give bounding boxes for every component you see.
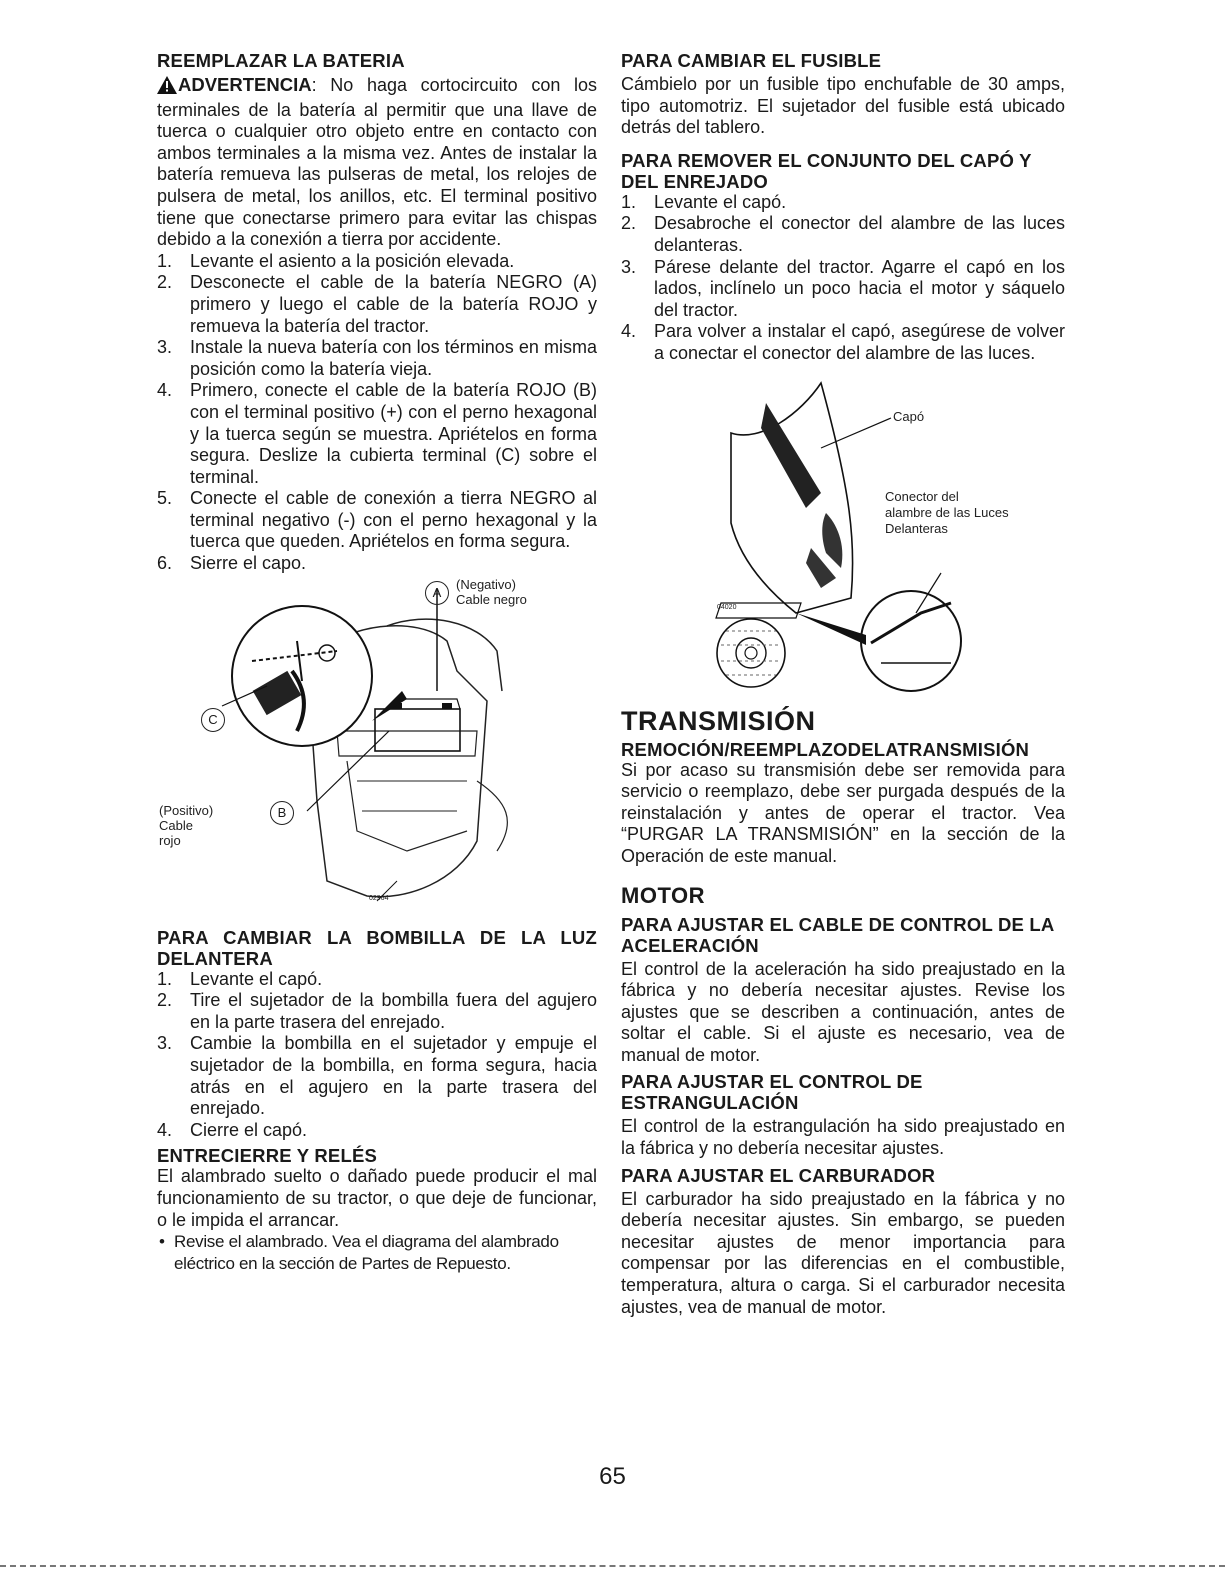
- battery-illustration: [157, 581, 597, 919]
- choke-text: El control de la estrangulación ha sido preajustado en la fábrica y no debería necesitar ajustes.: [621, 1116, 1065, 1159]
- right-column: [621, 50, 1065, 1318]
- connector-label-2: alambre de las Luces: [885, 504, 1009, 520]
- label-a-text1: (Negativo): [456, 576, 516, 592]
- hood-figure: [621, 373, 1065, 703]
- list-item: 3. Cambie la bombilla en el sujetador y empuje el sujetador de la bombilla, en forma segura, hacia atrás en el agujero en la parte trasera del enrejado.: [157, 1033, 597, 1119]
- list-item: 1. Levante el capó.: [621, 191, 787, 212]
- warning-triangle-icon: [157, 76, 177, 100]
- label-b-circle: B: [270, 801, 294, 825]
- list-item: 2. Desabroche el conector del alambre de las luces delanteras.: [621, 213, 1065, 255]
- warning-text: : No haga cortocircuito con los terminales de la batería al permitir que una llave de tuerca o cualquier otro objeto entre en contacto con ambos terminales a la misma vez. Antes de instalar la batería remueva las pulseras de metal, los relojes de pulsera de metal, los anillos, etc. El terminal positivo tiene que conectarse primero para evitar las chispas debido a la conexión a tierra por accidente.: [157, 75, 597, 250]
- connector-label-1: Conector del: [885, 488, 959, 504]
- wiring-heading: ENTRECIERRE Y RELÉS: [157, 1145, 378, 1167]
- bulb-steps: [157, 969, 597, 1142]
- throttle-heading: PARA AJUSTAR EL CABLE DE CONTROL DE LA ACELERACIÓN: [621, 913, 1054, 956]
- carb-text: El carburador ha sido preajustado en la fábrica y no debería necesitar ajustes. Sin embargo, se pueden necesitar ajustes de menor importancia para compensar por las diferencias en el combustible, temperatura, altura o carga. Si el carburador necesita ajustes, vea de manual de motor.: [621, 1188, 1065, 1317]
- list-item: 4. Cierre el capó.: [157, 1119, 308, 1140]
- battery-warning: [157, 74, 597, 251]
- figure-code: 04020: [717, 603, 737, 611]
- label-a-text2: Cable negro: [456, 591, 527, 607]
- hood-heading: PARA REMOVER EL CONJUNTO DEL CAPÓ Y DEL ENREJADO: [621, 149, 1032, 192]
- list-item: 3. Párese delante del tractor. Agarre el capó en los lados, inclínelo un poco hacia el motor y sáquelo del tractor.: [621, 256, 1065, 320]
- transmission-title: TRANSMISIÓN: [621, 705, 816, 736]
- wiring-text: El alambrado suelto o dañado puede producir el mal funcionamiento de su tractor, o que deje de funcionar, o le impida el arrancar.: [157, 1166, 597, 1230]
- left-column: [157, 50, 597, 1274]
- label-b-text3: rojo: [159, 832, 181, 848]
- list-item: • Revise el alambrado. Vea el diagrama del alambrado eléctrico en la sección de Partes de Repuesto.: [159, 1232, 559, 1273]
- battery-steps: [157, 251, 597, 575]
- fuse-heading: PARA CAMBIAR EL FUSIBLE: [621, 50, 882, 71]
- fuse-text: Cámbielo por un fusible tipo enchufable de 30 amps, tipo automotriz. El sujetador del fusible está ubicado detrás del tablero.: [621, 74, 1065, 138]
- label-c-circle: C: [201, 708, 225, 732]
- list-item: 4. Primero, conecte el cable de la batería ROJO (B) con el terminal positivo (+) con el perno hexagonal y la tuerca según se muestra. Apriételos en forma segura. Deslize la cubierta terminal (C) sobre el terminal.: [157, 380, 597, 487]
- carb-heading: PARA AJUSTAR EL CARBURADOR: [621, 1164, 936, 1186]
- list-item: 5. Conecte el cable de conexión a tierra NEGRO al terminal negativo (-) con el perno hexagonal y la tuerca que queden. Apriételos en forma segura.: [157, 488, 597, 552]
- warning-label: ADVERTENCIA: [178, 74, 312, 95]
- scan-edge-divider: [0, 1565, 1225, 1567]
- label-b-text1: (Positivo): [159, 802, 214, 818]
- transmission-heading: REMOCIÓN/REEMPLAZODELATRANSMISIÓN: [621, 738, 1030, 760]
- bulb-heading: PARA CAMBIAR LA BOMBILLA DE LA LUZ DELANTERA: [157, 926, 597, 969]
- connector-label-3: Delanteras: [885, 520, 948, 536]
- choke-heading: PARA AJUSTAR EL CONTROL DE ESTRANGULACIÓN: [621, 1071, 923, 1114]
- hood-label: Capó: [893, 408, 925, 424]
- list-item: 1. Levante el capó.: [157, 968, 323, 989]
- list-item: 4. Para volver a instalar el capó, asegúrese de volver a conectar el conector del alambre de las luces.: [621, 321, 1065, 363]
- list-item: 2. Desconecte el cable de la batería NEGRO (A) primero y luego el cable de la batería ROJO y remueva la batería del tractor.: [157, 272, 597, 336]
- battery-heading: REEMPLAZAR LA BATERIA: [157, 50, 405, 71]
- throttle-text: El control de la aceleración ha sido preajustado en la fábrica y no debería necesitar ajustes. Revise los ajustes que se describen a continuación, antes de soltar el cable. Si el ajuste es necesario, vea de manual de motor.: [621, 958, 1065, 1065]
- list-item: 2. Tire el sujetador de la bombilla fuera del agujero en la parte trasera del enrejado.: [157, 990, 597, 1032]
- page-number: 65: [599, 1463, 626, 1490]
- wiring-bullets: [157, 1231, 597, 1274]
- list-item: 6. Sierre el capo.: [157, 553, 307, 574]
- figure-code: 02964: [369, 894, 389, 902]
- transmission-text: Si por acaso su transmisión debe ser removida para servicio o reemplazo, debe ser purgada después de la reinstalación y antes de operar el tractor. Vea “PURGAR LA TRANSMISIÓN” en la sección de la Operación de este manual.: [621, 759, 1065, 866]
- hood-steps: [621, 192, 1065, 365]
- motor-title: MOTOR: [621, 882, 705, 908]
- label-a-circle: A: [425, 581, 449, 605]
- list-item: 3. Instale la nueva batería con los términos en misma posición como la batería vieja.: [157, 337, 597, 379]
- label-b-text2: Cable: [159, 817, 193, 833]
- hood-illustration: [621, 373, 1065, 703]
- list-item: 1. Levante el asiento a la posición elevada.: [157, 250, 515, 271]
- battery-figure: [157, 576, 597, 919]
